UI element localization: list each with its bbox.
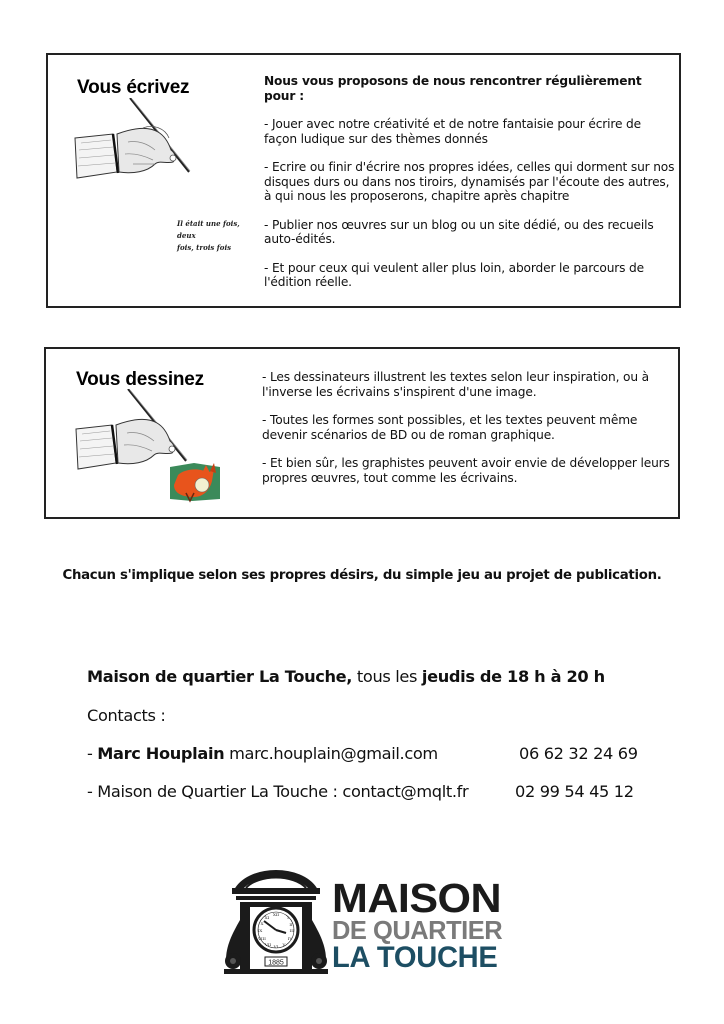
list-item: - Jouer avec notre créativité et de notre fantaisie pour écrire de façon ludique sur des thèmes donnés (264, 117, 641, 146)
section-title: Vous écrivez (77, 77, 190, 98)
list-item: - Et pour ceux qui veulent aller plus loin, aborder le parcours de l'édition réelle. (264, 260, 644, 289)
logo-wordmark (332, 875, 506, 974)
svg-text:VIII: VIII (258, 936, 266, 941)
list-item: - Toutes les formes sont possibles, et les textes peuvent même devenir scénarios de BD ou de roman graphique. (262, 413, 638, 442)
svg-text:VII: VII (264, 942, 272, 947)
svg-text:IX: IX (257, 928, 263, 933)
section-draw-text (262, 370, 674, 499)
contact-phone: 06 62 32 24 69 (519, 744, 638, 763)
contact-row: - Marc Houplain marc.houplain@gmail.com 06 62 32 24 69 (87, 744, 638, 763)
contact-email[interactable]: marc.houplain@gmail.com (224, 744, 438, 763)
svg-text:III: III (289, 928, 295, 933)
svg-text:IV: IV (287, 936, 293, 941)
hand-drawing-fox-icon (74, 389, 234, 505)
tagline: Chacun s'implique selon ses propres désirs, du simple jeu au projet de publication. (62, 568, 662, 583)
logo-year: 1885 (268, 959, 284, 967)
contact-phone: 02 99 54 45 12 (515, 782, 634, 801)
hand-writing-with-quill-icon (73, 98, 240, 252)
section-write-text (264, 74, 676, 304)
list-item: - Ecrire ou finir d'écrire nos propres idées, celles qui dorment sur nos disques durs ou dans nos tiroirs, dynamisés par l'écoute des autres, à qui nous les proposerons, chapitre après chapitre (264, 160, 675, 203)
maison-de-quartier-logo (222, 864, 512, 979)
venue-name: Maison de quartier La Touche, (87, 667, 353, 686)
contact-email[interactable]: contact@mqlt.fr (337, 782, 469, 801)
svg-text:XI: XI (264, 915, 270, 920)
svg-text:VI: VI (273, 944, 279, 949)
contact-name: Maison de Quartier La Touche : (97, 782, 338, 801)
section-write-box (46, 53, 681, 308)
contact-row: - Maison de Quartier La Touche : contact@mqlt.fr 02 99 54 45 12 (87, 782, 634, 801)
section-title: Vous dessinez (76, 369, 204, 390)
logo-line-1: MAISON (332, 875, 502, 921)
clock-building-icon (222, 864, 330, 979)
svg-text:I: I (287, 915, 289, 920)
illustration-caption: Il était une fois, deux fois, trois fois (177, 219, 240, 252)
contacts-label: Contacts : (87, 706, 166, 725)
schedule-time: jeudis de 18 h à 20 h (421, 667, 605, 686)
section-draw-box (44, 347, 680, 519)
list-item: - Publier nos œuvres sur un blog ou un site dédié, ou des recueils auto-édités. (264, 217, 654, 246)
logo-line-3: LA TOUCHE (332, 941, 498, 974)
svg-text:V: V (282, 942, 286, 947)
contact-name: Marc Houplain (97, 744, 225, 763)
svg-text:II: II (289, 922, 293, 927)
section-lead: Nous vous proposons de nous rencontrer régulièrement pour : (264, 74, 642, 103)
list-item: - Et bien sûr, les graphistes peuvent avoir envie de développer leurs propres œuvres, tout comme les écrivains. (262, 456, 670, 485)
svg-text:XII: XII (272, 912, 280, 917)
svg-text:X: X (260, 921, 264, 926)
venue-schedule: Maison de quartier La Touche, tous les jeudis de 18 h à 20 h (87, 667, 605, 686)
list-item: - Les dessinateurs illustrent les textes selon leur inspiration, ou à l'inverse les écrivains s'inspirent d'une image. (262, 370, 649, 399)
logo-line-2: DE QUARTIER (332, 915, 503, 945)
